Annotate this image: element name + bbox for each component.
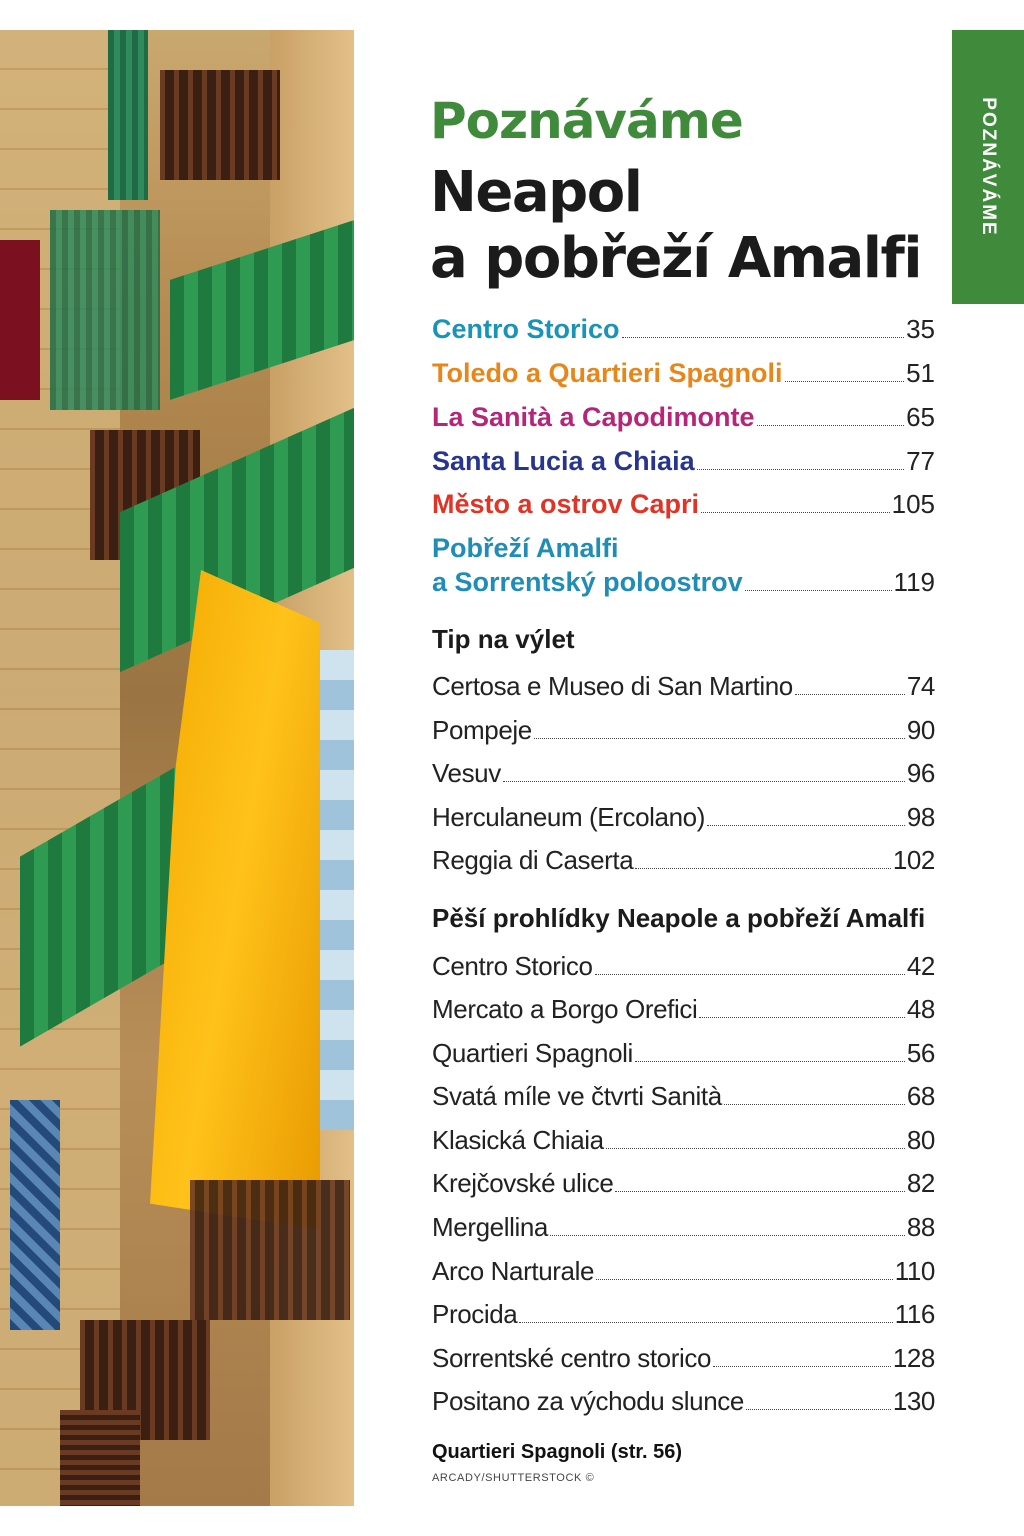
walk-page: 56 bbox=[906, 1038, 935, 1068]
trip-label: Herculaneum (Ercolano) bbox=[432, 802, 705, 832]
walk-page: 128 bbox=[892, 1343, 935, 1373]
trip-label: Reggia di Caserta bbox=[432, 845, 634, 875]
walk-row[interactable] bbox=[432, 1081, 935, 1112]
leader-dots bbox=[622, 337, 905, 338]
walk-row[interactable] bbox=[432, 1212, 935, 1243]
leader-dots bbox=[745, 590, 892, 591]
chapter-label: Město a ostrov Capri bbox=[432, 489, 700, 519]
walk-label: Procida bbox=[432, 1299, 518, 1329]
chapter-row[interactable] bbox=[432, 446, 935, 477]
leader-dots bbox=[795, 694, 905, 695]
chapter-label: a Sorrentský poloostrov bbox=[432, 567, 743, 597]
trip-row[interactable] bbox=[432, 758, 935, 789]
chapter-page: 35 bbox=[906, 314, 935, 344]
chapter-row[interactable] bbox=[432, 489, 935, 520]
walk-page: 130 bbox=[892, 1386, 935, 1416]
trip-page: 98 bbox=[906, 802, 935, 832]
walk-page: 110 bbox=[894, 1256, 935, 1286]
walk-row[interactable] bbox=[432, 1343, 935, 1374]
leader-dots bbox=[701, 512, 890, 513]
section-side-tab bbox=[952, 30, 1024, 304]
trip-row[interactable] bbox=[432, 802, 935, 833]
page-kicker: Poznáváme bbox=[430, 92, 743, 150]
trip-page: 96 bbox=[906, 758, 935, 788]
walk-page: 116 bbox=[894, 1299, 935, 1329]
page-title-line-2: a pobřeží Amalfi bbox=[430, 226, 922, 291]
walk-row[interactable] bbox=[432, 1038, 935, 1069]
page-title-line-1: Neapol bbox=[430, 160, 642, 225]
trip-label: Pompeje bbox=[432, 715, 532, 745]
photo-shutter bbox=[108, 30, 148, 200]
chapter-page: 77 bbox=[906, 446, 935, 476]
page-title bbox=[430, 160, 921, 292]
chapter-label: Toledo a Quartieri Spagnoli bbox=[432, 358, 783, 388]
photo-yellow-sheet bbox=[150, 570, 320, 1230]
leader-dots bbox=[550, 1235, 905, 1236]
photo-credit: ARCADY/SHUTTERSTOCK © bbox=[432, 1472, 595, 1484]
leader-dots bbox=[534, 738, 905, 739]
leader-dots bbox=[635, 868, 890, 869]
chapter-label-line-1: Pobřeží Amalfi bbox=[432, 533, 619, 563]
walk-label: Krejčovské ulice bbox=[432, 1168, 614, 1198]
walk-label: Positano za východu slunce bbox=[432, 1386, 744, 1416]
leader-dots bbox=[707, 825, 905, 826]
section-side-tab-label: POZNÁVÁME bbox=[978, 97, 999, 237]
chapter-label: Santa Lucia a Chiaia bbox=[432, 446, 695, 476]
trip-page: 102 bbox=[892, 845, 935, 875]
walk-page: 48 bbox=[906, 994, 935, 1024]
photo-balcony bbox=[190, 1180, 350, 1320]
leader-dots bbox=[713, 1366, 891, 1367]
leader-dots bbox=[615, 1191, 904, 1192]
chapter-page: 65 bbox=[906, 402, 935, 432]
trip-label: Vesuv bbox=[432, 758, 501, 788]
walk-label: Mercato a Borgo Orefici bbox=[432, 994, 698, 1024]
photo-door bbox=[60, 1410, 140, 1506]
walk-page: 88 bbox=[906, 1212, 935, 1242]
walk-row[interactable] bbox=[432, 1386, 935, 1417]
leader-dots bbox=[519, 1322, 892, 1323]
walk-label: Sorrentské centro storico bbox=[432, 1343, 712, 1373]
walk-label: Centro Storico bbox=[432, 951, 593, 981]
leader-dots bbox=[635, 1061, 905, 1062]
walks-heading: Pěší prohlídky Neapole a pobřeží Amalfi bbox=[432, 903, 926, 933]
photo-quartieri-spagnoli bbox=[0, 30, 354, 1506]
walk-label: Mergellina bbox=[432, 1212, 548, 1242]
walk-page: 68 bbox=[906, 1081, 935, 1111]
walk-row[interactable] bbox=[432, 1299, 935, 1330]
trips-heading: Tip na výlet bbox=[432, 624, 575, 654]
photo-caption: Quartieri Spagnoli (str. 56) bbox=[432, 1441, 683, 1463]
photo-shutter bbox=[50, 210, 160, 410]
walk-row[interactable] bbox=[432, 1256, 935, 1287]
walk-label: Klasická Chiaia bbox=[432, 1125, 604, 1155]
walk-page: 42 bbox=[906, 951, 935, 981]
chapter-page: 119 bbox=[893, 567, 935, 597]
walk-label: Arco Narturale bbox=[432, 1256, 595, 1286]
leader-dots bbox=[697, 469, 904, 470]
trip-row[interactable] bbox=[432, 845, 935, 876]
chapter-page: 51 bbox=[906, 358, 935, 388]
walk-label: Svatá míle ve čtvrti Sanità bbox=[432, 1081, 722, 1111]
walk-page: 82 bbox=[906, 1168, 935, 1198]
leader-dots bbox=[606, 1148, 905, 1149]
chapter-row[interactable] bbox=[432, 358, 935, 389]
walk-page: 80 bbox=[906, 1125, 935, 1155]
trip-row[interactable] bbox=[432, 715, 935, 746]
chapter-row[interactable] bbox=[432, 402, 935, 433]
photo-laundry bbox=[10, 1100, 60, 1330]
leader-dots bbox=[503, 781, 905, 782]
photo-balcony bbox=[160, 70, 280, 180]
walk-row[interactable] bbox=[432, 1168, 935, 1199]
trip-label: Certosa e Museo di San Martino bbox=[432, 671, 793, 701]
photo-laundry bbox=[0, 240, 40, 400]
leader-dots bbox=[699, 1017, 905, 1018]
walk-label: Quartieri Spagnoli bbox=[432, 1038, 633, 1068]
walk-row[interactable] bbox=[432, 1125, 935, 1156]
leader-dots bbox=[785, 381, 905, 382]
chapter-row[interactable] bbox=[432, 314, 935, 345]
trip-page: 90 bbox=[906, 715, 935, 745]
trip-row[interactable] bbox=[432, 671, 935, 702]
trip-page: 74 bbox=[906, 671, 935, 701]
leader-dots bbox=[757, 425, 905, 426]
leader-dots bbox=[724, 1104, 905, 1105]
leader-dots bbox=[746, 1409, 891, 1410]
leader-dots bbox=[595, 974, 905, 975]
chapter-row[interactable] bbox=[432, 567, 935, 598]
walk-row[interactable] bbox=[432, 951, 935, 982]
walk-row[interactable] bbox=[432, 994, 935, 1025]
chapter-label: La Sanità a Capodimonte bbox=[432, 402, 755, 432]
leader-dots bbox=[596, 1279, 893, 1280]
chapter-page: 105 bbox=[891, 489, 935, 519]
chapter-label: Centro Storico bbox=[432, 314, 620, 344]
